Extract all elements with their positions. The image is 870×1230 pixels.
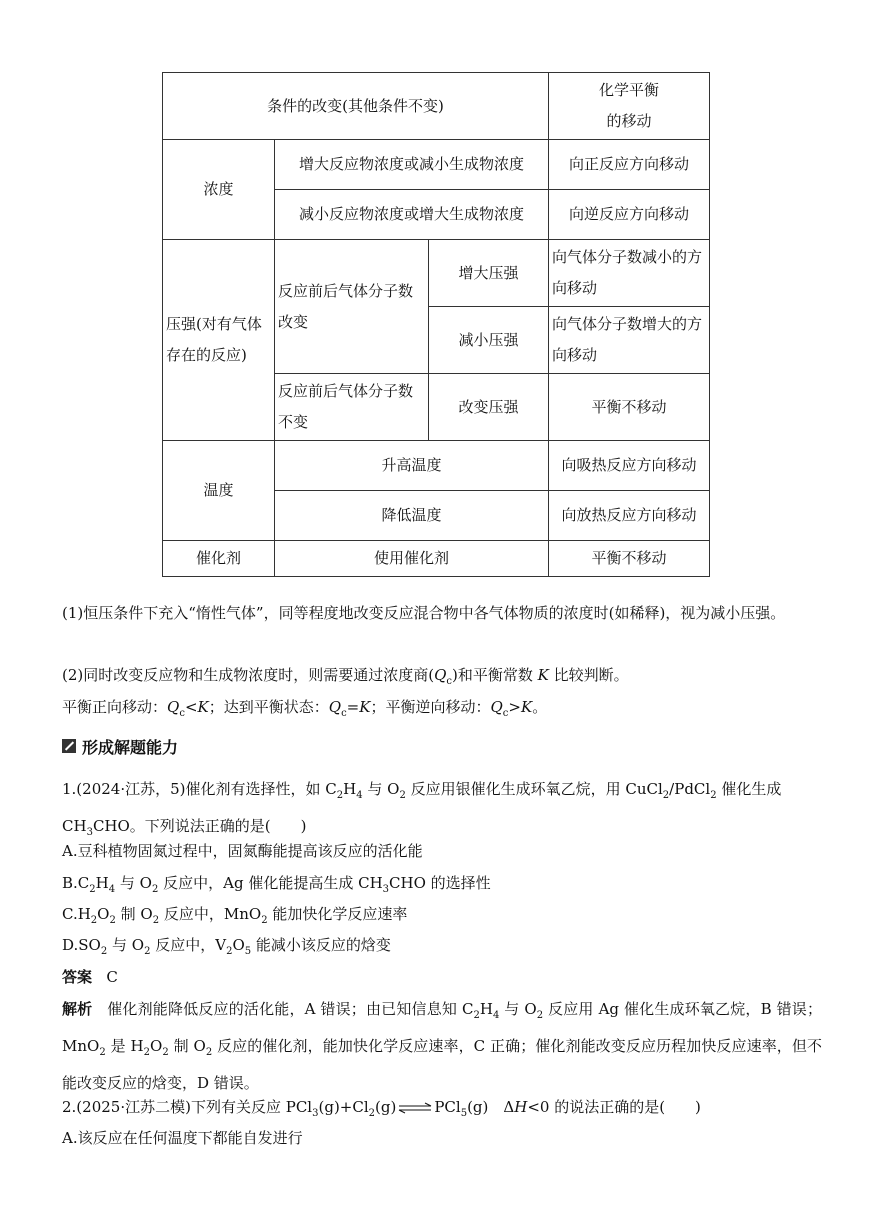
pencil-icon — [62, 739, 76, 753]
row-label-temperature: 温度 — [163, 441, 275, 541]
equilibrium-shift-table — [162, 72, 710, 577]
table-cell: 升高温度 — [275, 441, 549, 491]
table-cell: 减小反应物浓度或增大生成物浓度 — [275, 190, 549, 240]
table-cell: 减小压强 — [429, 307, 549, 374]
section-heading — [62, 732, 178, 760]
table-cell: 平衡不移动 — [549, 541, 710, 577]
question-1-option-b: $B.C_2H_4$ 与 $O_2$ 反应中，Ag 催化能提高生成 $CH_3CHO$ 的选择性 — [62, 874, 491, 895]
question-1-stem: 1.(2024·江苏，5)催化剂有选择性，如 $C_2H_4$ 与 $O_2$ 反应用银催化生成环氧乙烷，用 CuCl$_2$/PdCl$_2$ 催化生成$CH_3CHO$。下列说法正确的是( ) — [62, 780, 782, 838]
question-2-stem: 2.(2025·江苏二模)下列有关反应 $PCl_3(g)+Cl_2(g)$ PCl$_5$(g) ΔH<0 的说法正确的是( ) — [62, 1098, 701, 1119]
question-1-option-c: $C.H_2O_2$ 制 $O_2$ 反应中，MnO$_2$ 能加快化学反应速率 — [62, 905, 408, 926]
table-cell: 反应前后气体分子数不变 — [275, 374, 429, 441]
table-cell: 向吸热反应方向移动 — [549, 441, 710, 491]
section-title: 形成解题能力 — [82, 737, 179, 757]
table-cell: 增大反应物浓度或减小生成物浓度 — [275, 140, 549, 190]
table-cell: 增大压强 — [429, 240, 549, 307]
question-1-answer: 答案 C — [62, 968, 118, 986]
note-2: (2)同时改变反应物和生成物浓度时，则需要通过浓度商$(Q_c)$和平衡常数 K 比较判断。 — [62, 666, 629, 687]
question-1-option-a: A.豆科植物固氮过程中，固氮酶能提高该反应的活化能 — [62, 842, 423, 860]
equilibrium-arrow-icon — [398, 1102, 432, 1114]
table-cell: 向气体分子数减小的方向移动 — [549, 240, 710, 307]
table-cell: 向放热反应方向移动 — [549, 491, 710, 541]
question-1-analysis: 解析 催化剂能降低反应的活化能，A 错误；由已知信息知 $C_2H_4$ 与 $O_2$ 反应用 Ag 催化生成环氧乙烷，B 错误；MnO$_2$ 是 $H_2O_2$ 制 $O_2$ 反应的催化剂，能加快化学反应速率，C 正确；催化剂能改变反应历程加快反应速率，但不能改变反应的焓变，D 错误。 — [62, 1000, 822, 1092]
question-1-option-d: $D.SO_2$ 与 $O_2$ 反应中，$V_2O_5$ 能减小该反应的焓变 — [62, 936, 391, 957]
table-cell: 使用催化剂 — [275, 541, 549, 577]
table-cell: 降低温度 — [275, 491, 549, 541]
table-cell: 反应前后气体分子数改变 — [275, 240, 429, 374]
table-header-condition: 条件的改变(其他条件不变) — [163, 73, 549, 140]
row-label-pressure: 压强(对有气体存在的反应) — [163, 240, 275, 441]
table-header-shift: 化学平衡 的移动 — [549, 73, 710, 140]
table-cell: 向正反应方向移动 — [549, 140, 710, 190]
row-label-concentration: 浓度 — [163, 140, 275, 240]
note-1: (1)恒压条件下充入“惰性气体”，同等程度地改变反应混合物中各气体物质的浓度时(如稀释)，视为减小压强。 — [62, 604, 786, 622]
row-label-catalyst: 催化剂 — [163, 541, 275, 577]
table-cell: 改变压强 — [429, 374, 549, 441]
question-2-option-a: A.该反应在任何温度下都能自发进行 — [62, 1129, 303, 1147]
note-3: 平衡正向移动：$Q_c<K$；达到平衡状态：$Q_c=K$；平衡逆向移动：$Q_c>K$。 — [62, 698, 548, 719]
table-cell: 向逆反应方向移动 — [549, 190, 710, 240]
table-cell: 平衡不移动 — [549, 374, 710, 441]
table-cell: 向气体分子数增大的方向移动 — [549, 307, 710, 374]
